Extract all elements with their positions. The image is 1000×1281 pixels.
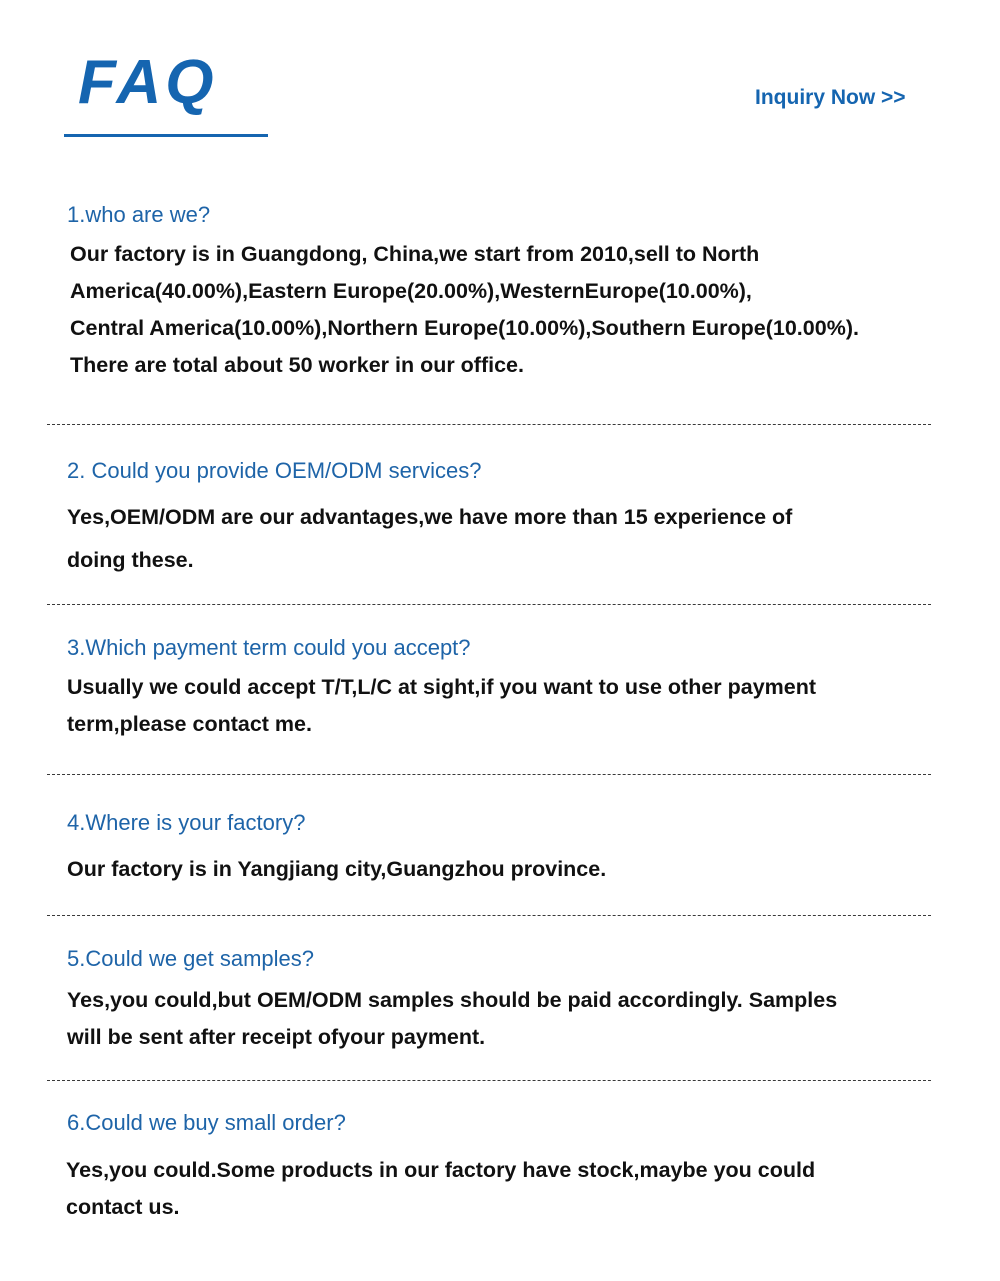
faq-answer-1-line-2: America(40.00%),Eastern Europe(20.00%),WesternEurope(10.00%), <box>70 279 752 303</box>
faq-answer-3-line-2: term,please contact me. <box>67 712 312 736</box>
page-title: FAQ <box>78 48 218 117</box>
divider <box>47 424 931 425</box>
faq-question-2: 2. Could you provide OEM/ODM services? <box>67 458 482 483</box>
divider <box>47 774 931 775</box>
divider <box>47 915 931 916</box>
faq-question-3: 3.Which payment term could you accept? <box>67 635 471 660</box>
inquiry-now-link[interactable]: Inquiry Now >> <box>755 86 906 109</box>
faq-answer-2-line-2: doing these. <box>67 548 194 572</box>
faq-answer-3-line-1: Usually we could accept T/T,L/C at sight,if you want to use other payment <box>67 675 817 699</box>
faq-answer-1-line-1: Our factory is in Guangdong, China,we start from 2010,sell to North <box>70 242 760 266</box>
faq-answer-6-line-2: contact us. <box>66 1195 180 1219</box>
title-underline <box>64 134 268 137</box>
faq-answer-1-line-3: Central America(10.00%),Northern Europe(10.00%),Southern Europe(10.00%). <box>70 316 859 340</box>
divider <box>47 604 931 605</box>
faq-answer-2-line-1: Yes,OEM/ODM are our advantages,we have more than 15 experience of <box>67 505 793 529</box>
faq-question-5: 5.Could we get samples? <box>67 946 315 971</box>
faq-answer-5-line-2: will be sent after receipt ofyour payment. <box>67 1025 486 1049</box>
faq-question-1: 1.who are we? <box>67 202 211 227</box>
faq-answer-4-line-1: Our factory is in Yangjiang city,Guangzhou province. <box>67 857 607 881</box>
faq-question-6: 6.Could we buy small order? <box>67 1110 346 1135</box>
divider <box>47 1080 931 1081</box>
faq-question-4: 4.Where is your factory? <box>67 810 306 835</box>
faq-answer-6-line-1: Yes,you could.Some products in our factory have stock,maybe you could <box>66 1158 816 1182</box>
faq-answer-1-line-4: There are total about 50 worker in our office. <box>70 353 524 377</box>
faq-answer-5-line-1: Yes,you could,but OEM/ODM samples should be paid accordingly. Samples <box>67 988 838 1012</box>
